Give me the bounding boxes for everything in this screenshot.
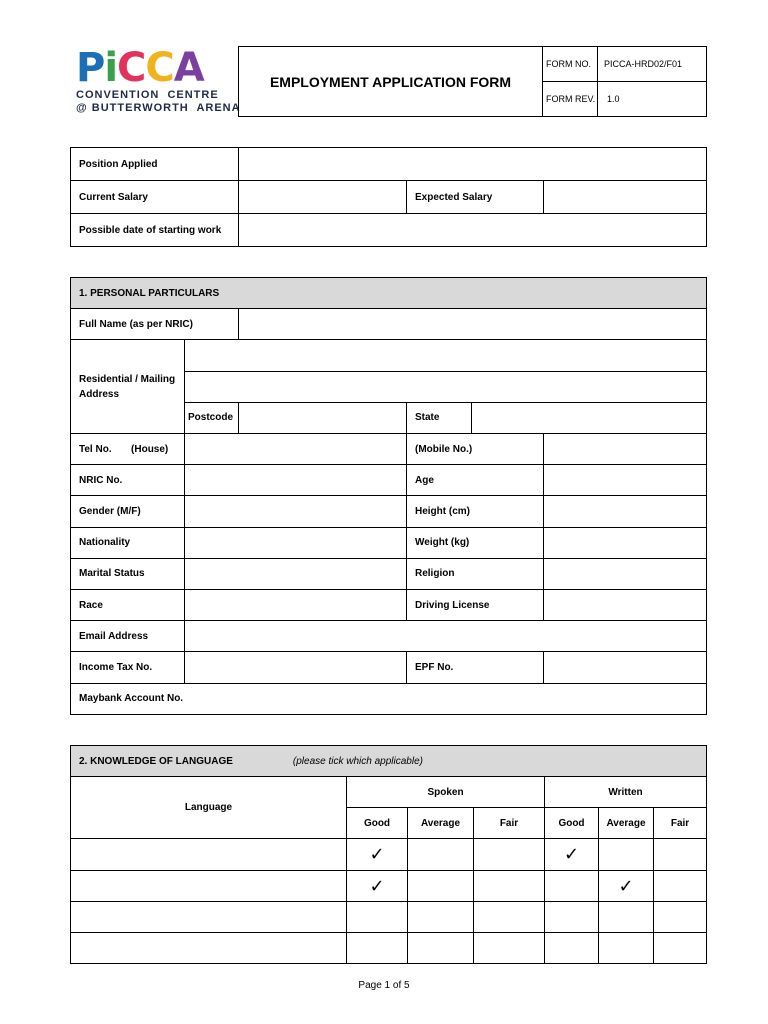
spoken-average-checkbox[interactable] [408, 839, 474, 870]
position-applied-label: Position Applied [71, 148, 239, 181]
tel-house-label: Tel No. (House) [71, 434, 185, 465]
written-fair-checkbox[interactable] [654, 839, 707, 870]
nric-label: NRIC No. [71, 465, 185, 496]
language-hint: (please tick which applicable) [292, 755, 423, 767]
full-name-label: Full Name (as per NRIC) [71, 309, 239, 340]
race-field[interactable] [185, 590, 407, 621]
state-label: State [407, 402, 472, 433]
checkmark-icon: ✓ [618, 875, 634, 896]
driving-license-field[interactable] [544, 590, 707, 621]
spoken-average-header: Average [408, 808, 474, 839]
language-rows [71, 839, 707, 964]
spoken-average-checkbox[interactable] [408, 901, 474, 932]
start-date-field[interactable] [239, 214, 707, 247]
header-table [238, 46, 707, 117]
language-name-field[interactable] [71, 932, 347, 963]
income-tax-label: Income Tax No. [71, 652, 185, 683]
position-table [70, 147, 707, 247]
state-field[interactable] [472, 402, 707, 433]
postcode-field[interactable] [239, 402, 407, 433]
written-column-header: Written [545, 777, 707, 808]
form-no-label: FORM NO. [543, 47, 598, 82]
language-row [71, 901, 707, 932]
income-tax-field[interactable] [185, 652, 407, 683]
written-good-checkbox[interactable] [545, 839, 599, 870]
maybank-account-label[interactable]: Maybank Account No. [71, 683, 707, 714]
spoken-fair-checkbox[interactable] [474, 932, 545, 963]
marital-status-field[interactable] [185, 558, 407, 589]
spoken-column-header: Spoken [347, 777, 545, 808]
weight-field[interactable] [544, 527, 707, 558]
email-label: Email Address [71, 621, 185, 652]
written-good-checkbox[interactable] [545, 901, 599, 932]
personal-particulars-table [70, 277, 707, 715]
gender-field[interactable] [185, 496, 407, 527]
nationality-field[interactable] [185, 527, 407, 558]
written-good-checkbox[interactable] [545, 932, 599, 963]
address-label: Residential / Mailing Address [71, 340, 185, 434]
religion-label: Religion [407, 558, 544, 589]
spoken-good-checkbox[interactable] [347, 870, 408, 901]
nationality-label: Nationality [71, 527, 185, 558]
epf-label: EPF No. [407, 652, 544, 683]
spoken-fair-header: Fair [474, 808, 545, 839]
height-label: Height (cm) [407, 496, 544, 527]
spoken-good-checkbox[interactable] [347, 839, 408, 870]
spoken-good-checkbox[interactable] [347, 932, 408, 963]
language-table [70, 745, 707, 964]
language-name-field[interactable] [71, 901, 347, 932]
mobile-label: (Mobile No.) [407, 434, 544, 465]
language-section-title-text: 2. KNOWLEDGE OF LANGUAGE [79, 755, 233, 767]
spoken-fair-checkbox[interactable] [474, 870, 545, 901]
written-average-checkbox[interactable] [599, 901, 654, 932]
logo-wordmark: PiCCA [76, 45, 204, 91]
race-label: Race [71, 590, 185, 621]
expected-salary-field[interactable] [544, 181, 707, 214]
page-number: Page 1 of 5 [358, 980, 410, 991]
marital-status-label: Marital Status [71, 558, 185, 589]
checkmark-icon: ✓ [369, 875, 385, 896]
written-average-checkbox[interactable] [599, 839, 654, 870]
written-good-checkbox[interactable] [545, 870, 599, 901]
religion-field[interactable] [544, 558, 707, 589]
weight-label: Weight (kg) [407, 527, 544, 558]
form-no-value: PICCA-HRD02/F01 [598, 47, 707, 82]
spoken-fair-checkbox[interactable] [474, 839, 545, 870]
language-row [71, 839, 707, 870]
epf-field[interactable] [544, 652, 707, 683]
mobile-field[interactable] [544, 434, 707, 465]
language-row [71, 870, 707, 901]
address-line-2-field[interactable] [185, 371, 707, 402]
form-rev-label: FORM REV. [543, 82, 598, 117]
written-fair-checkbox[interactable] [654, 870, 707, 901]
spoken-average-checkbox[interactable] [408, 870, 474, 901]
full-name-field[interactable] [239, 309, 707, 340]
age-label: Age [407, 465, 544, 496]
form-rev-value: 1.0 [598, 82, 707, 117]
language-name-field[interactable] [71, 870, 347, 901]
written-average-checkbox[interactable] [599, 870, 654, 901]
written-fair-checkbox[interactable] [654, 901, 707, 932]
age-field[interactable] [544, 465, 707, 496]
picca-logo [72, 45, 241, 116]
checkmark-icon: ✓ [369, 844, 385, 865]
current-salary-field[interactable] [239, 181, 407, 214]
tel-house-field[interactable] [185, 434, 407, 465]
email-field[interactable] [185, 621, 707, 652]
height-field[interactable] [544, 496, 707, 527]
spoken-fair-checkbox[interactable] [474, 901, 545, 932]
logo-line-1: CONVENTION CENTRE [76, 89, 219, 101]
written-fair-header: Fair [654, 808, 707, 839]
form-title: EMPLOYMENT APPLICATION FORM [239, 47, 543, 117]
position-applied-field[interactable] [239, 148, 707, 181]
written-average-header: Average [599, 808, 654, 839]
driving-license-label: Driving License [407, 590, 544, 621]
personal-section-title: 1. PERSONAL PARTICULARS [71, 278, 707, 309]
postcode-label: Postcode [185, 402, 239, 433]
language-name-field[interactable] [71, 839, 347, 870]
start-date-label: Possible date of starting work [71, 214, 239, 247]
address-line-1-field[interactable] [185, 340, 707, 371]
language-row [71, 932, 707, 963]
gender-label: Gender (M/F) [71, 496, 185, 527]
language-section-title [71, 746, 707, 777]
written-good-header: Good [545, 808, 599, 839]
spoken-average-checkbox[interactable] [408, 932, 474, 963]
checkmark-icon: ✓ [563, 844, 580, 865]
current-salary-label: Current Salary [71, 181, 239, 214]
nric-field[interactable] [185, 465, 407, 496]
language-column-header: Language [71, 777, 347, 839]
spoken-good-header: Good [347, 808, 408, 839]
spoken-good-checkbox[interactable] [347, 901, 408, 932]
logo-line-2: @ BUTTERWORTH ARENA [76, 102, 241, 114]
written-average-checkbox[interactable] [599, 932, 654, 963]
expected-salary-label: Expected Salary [407, 181, 544, 214]
written-fair-checkbox[interactable] [654, 932, 707, 963]
